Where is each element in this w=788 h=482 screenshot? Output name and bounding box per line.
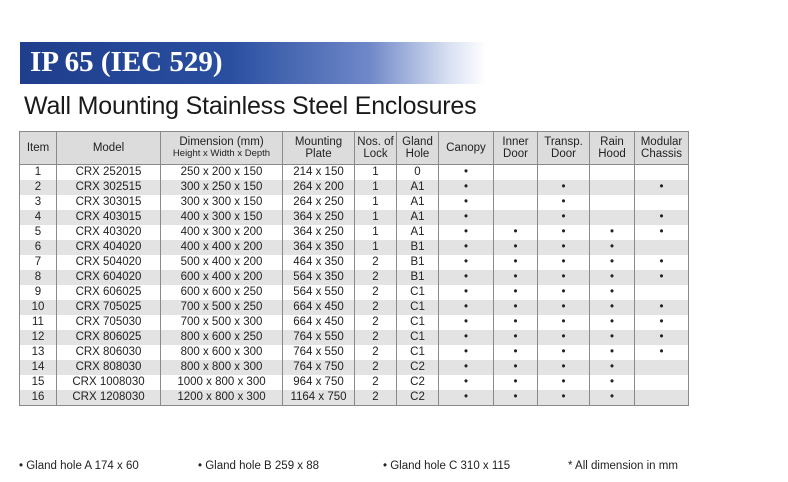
column-header-transp-door [538, 132, 590, 165]
cell-canopy: • [439, 330, 494, 345]
cell-rain-hood: • [590, 240, 635, 255]
cell-item: 6 [20, 240, 57, 255]
cell-modular-chassis [635, 285, 689, 300]
cell-rain-hood: • [590, 315, 635, 330]
cell-modular-chassis: • [635, 180, 689, 195]
cell-inner-door [494, 180, 538, 195]
column-header-dimension [161, 132, 283, 165]
cell-plate: 264 x 250 [283, 195, 355, 210]
cell-plate: 964 x 750 [283, 375, 355, 390]
cell-modular-chassis [635, 390, 689, 406]
cell-plate: 764 x 550 [283, 345, 355, 360]
footnote-dimension: * All dimension in mm [568, 460, 678, 472]
cell-dimension: 300 x 250 x 150 [161, 180, 283, 195]
cell-transp-door: • [538, 300, 590, 315]
cell-dimension: 400 x 400 x 200 [161, 240, 283, 255]
cell-item: 2 [20, 180, 57, 195]
cell-model: CRX 705025 [57, 300, 161, 315]
cell-transp-door: • [538, 255, 590, 270]
cell-plate: 564 x 350 [283, 270, 355, 285]
column-header-sublabel: Hole [405, 148, 430, 160]
cell-item: 16 [20, 390, 57, 406]
column-header-sublabel: Door [503, 148, 528, 160]
table-row [20, 345, 689, 360]
column-header-label: Item [26, 142, 50, 154]
cell-dimension: 300 x 300 x 150 [161, 195, 283, 210]
cell-gland: C2 [397, 390, 439, 406]
cell-locks: 2 [355, 270, 397, 285]
cell-transp-door: • [538, 225, 590, 240]
cell-locks: 1 [355, 195, 397, 210]
cell-plate: 764 x 750 [283, 360, 355, 375]
cell-item: 10 [20, 300, 57, 315]
cell-model: CRX 252015 [57, 165, 161, 181]
cell-dimension: 600 x 400 x 200 [161, 270, 283, 285]
cell-rain-hood: • [590, 225, 635, 240]
table-row [20, 210, 689, 225]
column-header-gland [397, 132, 439, 165]
cell-modular-chassis [635, 360, 689, 375]
cell-gland: B1 [397, 240, 439, 255]
cell-dimension: 1200 x 800 x 300 [161, 390, 283, 406]
table-row [20, 195, 689, 210]
cell-inner-door: • [494, 330, 538, 345]
cell-plate: 664 x 450 [283, 300, 355, 315]
table-row [20, 360, 689, 375]
cell-inner-door: • [494, 375, 538, 390]
column-header-model [57, 132, 161, 165]
cell-transp-door: • [538, 180, 590, 195]
cell-item: 1 [20, 165, 57, 181]
cell-model: CRX 504020 [57, 255, 161, 270]
cell-gland: A1 [397, 180, 439, 195]
cell-plate: 464 x 350 [283, 255, 355, 270]
cell-inner-door: • [494, 225, 538, 240]
cell-model: CRX 303015 [57, 195, 161, 210]
cell-gland: C1 [397, 315, 439, 330]
cell-item: 5 [20, 225, 57, 240]
cell-rain-hood [590, 180, 635, 195]
cell-canopy: • [439, 225, 494, 240]
column-header-sublabel: Chassis [641, 148, 682, 160]
cell-canopy: • [439, 375, 494, 390]
cell-transp-door: • [538, 360, 590, 375]
cell-modular-chassis: • [635, 210, 689, 225]
footnote-gland-c: • Gland hole C 310 x 115 [383, 460, 511, 472]
cell-plate: 564 x 550 [283, 285, 355, 300]
column-header-sublabel: Plate [305, 148, 332, 160]
cell-canopy: • [439, 315, 494, 330]
table-row [20, 285, 689, 300]
column-header-modular-chassis [635, 132, 689, 165]
column-header-sublabel: Lock [363, 148, 388, 160]
cell-rain-hood: • [590, 375, 635, 390]
column-header-label: Modular [640, 136, 683, 148]
enclosure-spec-table [19, 131, 689, 406]
cell-rain-hood [590, 210, 635, 225]
cell-modular-chassis [635, 165, 689, 181]
cell-dimension: 700 x 500 x 250 [161, 300, 283, 315]
cell-locks: 1 [355, 225, 397, 240]
cell-locks: 1 [355, 165, 397, 181]
cell-locks: 2 [355, 330, 397, 345]
cell-inner-door: • [494, 255, 538, 270]
cell-modular-chassis [635, 375, 689, 390]
column-header-sublabel: Height x Width x Depth [172, 148, 271, 159]
cell-transp-door: • [538, 375, 590, 390]
cell-rain-hood: • [590, 270, 635, 285]
cell-transp-door: • [538, 330, 590, 345]
cell-canopy: • [439, 210, 494, 225]
cell-locks: 2 [355, 300, 397, 315]
cell-gland: 0 [397, 165, 439, 181]
cell-gland: C1 [397, 285, 439, 300]
cell-item: 13 [20, 345, 57, 360]
cell-inner-door: • [494, 285, 538, 300]
cell-modular-chassis: • [635, 300, 689, 315]
cell-transp-door: • [538, 240, 590, 255]
cell-rain-hood: • [590, 255, 635, 270]
column-header-inner-door [494, 132, 538, 165]
cell-rain-hood: • [590, 330, 635, 345]
cell-inner-door: • [494, 240, 538, 255]
cell-rain-hood: • [590, 345, 635, 360]
cell-transp-door: • [538, 285, 590, 300]
column-header-label: Canopy [446, 142, 486, 154]
cell-item: 14 [20, 360, 57, 375]
cell-dimension: 400 x 300 x 150 [161, 210, 283, 225]
cell-item: 7 [20, 255, 57, 270]
table-row [20, 270, 689, 285]
cell-rain-hood: • [590, 390, 635, 406]
cell-item: 15 [20, 375, 57, 390]
cell-canopy: • [439, 345, 494, 360]
cell-model: CRX 806030 [57, 345, 161, 360]
table-row [20, 330, 689, 345]
cell-plate: 214 x 150 [283, 165, 355, 181]
column-header-label: Rain [600, 136, 624, 148]
column-header-plate [283, 132, 355, 165]
cell-canopy: • [439, 360, 494, 375]
cell-canopy: • [439, 180, 494, 195]
cell-model: CRX 403015 [57, 210, 161, 225]
table-row [20, 180, 689, 195]
table-row [20, 165, 689, 181]
cell-gland: C1 [397, 345, 439, 360]
column-header-sublabel: Door [551, 148, 576, 160]
cell-plate: 364 x 350 [283, 240, 355, 255]
cell-canopy: • [439, 285, 494, 300]
cell-inner-door [494, 195, 538, 210]
cell-modular-chassis [635, 195, 689, 210]
cell-canopy: • [439, 270, 494, 285]
column-header-canopy [439, 132, 494, 165]
column-header-rain-hood [590, 132, 635, 165]
cell-canopy: • [439, 300, 494, 315]
cell-modular-chassis: • [635, 225, 689, 240]
cell-locks: 2 [355, 375, 397, 390]
cell-model: CRX 302515 [57, 180, 161, 195]
cell-canopy: • [439, 195, 494, 210]
cell-gland: B1 [397, 255, 439, 270]
cell-model: CRX 403020 [57, 225, 161, 240]
cell-modular-chassis: • [635, 315, 689, 330]
cell-dimension: 600 x 600 x 250 [161, 285, 283, 300]
cell-dimension: 500 x 400 x 200 [161, 255, 283, 270]
table-row [20, 375, 689, 390]
cell-plate: 364 x 250 [283, 225, 355, 240]
banner-title: IP 65 (IEC 529) [30, 46, 223, 78]
cell-gland: A1 [397, 225, 439, 240]
cell-locks: 1 [355, 240, 397, 255]
cell-dimension: 250 x 200 x 150 [161, 165, 283, 181]
footnote-gland-a: • Gland hole A 174 x 60 [19, 460, 139, 472]
column-header-locks [355, 132, 397, 165]
cell-locks: 2 [355, 390, 397, 406]
cell-locks: 2 [355, 285, 397, 300]
cell-inner-door: • [494, 360, 538, 375]
column-header-label: Model [92, 142, 125, 154]
table-row [20, 300, 689, 315]
cell-rain-hood: • [590, 300, 635, 315]
column-header-label: Dimension (mm) [179, 136, 264, 148]
cell-dimension: 400 x 300 x 200 [161, 225, 283, 240]
cell-transp-door: • [538, 345, 590, 360]
cell-locks: 1 [355, 180, 397, 195]
cell-transp-door: • [538, 390, 590, 406]
cell-modular-chassis: • [635, 330, 689, 345]
cell-inner-door [494, 210, 538, 225]
cell-gland: C1 [397, 330, 439, 345]
cell-model: CRX 1208030 [57, 390, 161, 406]
cell-plate: 264 x 200 [283, 180, 355, 195]
cell-inner-door: • [494, 270, 538, 285]
page-title: Wall Mounting Stainless Steel Enclosures [24, 92, 477, 120]
cell-model: CRX 1008030 [57, 375, 161, 390]
table-body [20, 165, 689, 406]
cell-transp-door: • [538, 210, 590, 225]
cell-gland: C2 [397, 360, 439, 375]
cell-model: CRX 604020 [57, 270, 161, 285]
cell-inner-door: • [494, 300, 538, 315]
cell-modular-chassis [635, 240, 689, 255]
cell-dimension: 1000 x 800 x 300 [161, 375, 283, 390]
table-row [20, 255, 689, 270]
cell-dimension: 800 x 600 x 250 [161, 330, 283, 345]
cell-gland: C2 [397, 375, 439, 390]
cell-plate: 664 x 450 [283, 315, 355, 330]
cell-transp-door: • [538, 270, 590, 285]
cell-rain-hood [590, 165, 635, 181]
cell-model: CRX 404020 [57, 240, 161, 255]
column-header-item [20, 132, 57, 165]
cell-item: 12 [20, 330, 57, 345]
cell-canopy: • [439, 390, 494, 406]
table-row [20, 240, 689, 255]
cell-inner-door [494, 165, 538, 181]
cell-inner-door: • [494, 345, 538, 360]
cell-rain-hood: • [590, 285, 635, 300]
cell-model: CRX 705030 [57, 315, 161, 330]
cell-locks: 2 [355, 255, 397, 270]
cell-rain-hood: • [590, 360, 635, 375]
cell-item: 4 [20, 210, 57, 225]
ip-rating-banner [20, 42, 486, 84]
cell-dimension: 800 x 800 x 300 [161, 360, 283, 375]
cell-inner-door: • [494, 315, 538, 330]
cell-locks: 2 [355, 345, 397, 360]
column-header-label: Nos. of [357, 136, 394, 148]
cell-gland: B1 [397, 270, 439, 285]
cell-gland: A1 [397, 195, 439, 210]
cell-model: CRX 806025 [57, 330, 161, 345]
cell-canopy: • [439, 240, 494, 255]
cell-model: CRX 606025 [57, 285, 161, 300]
cell-canopy: • [439, 165, 494, 181]
cell-inner-door: • [494, 390, 538, 406]
cell-locks: 2 [355, 315, 397, 330]
column-header-label: Inner [502, 136, 529, 148]
cell-plate: 764 x 550 [283, 330, 355, 345]
cell-dimension: 700 x 500 x 300 [161, 315, 283, 330]
cell-item: 9 [20, 285, 57, 300]
cell-canopy: • [439, 255, 494, 270]
cell-modular-chassis: • [635, 345, 689, 360]
column-header-label: Mounting [294, 136, 343, 148]
table-row [20, 390, 689, 406]
cell-plate: 364 x 250 [283, 210, 355, 225]
cell-plate: 1164 x 750 [283, 390, 355, 406]
footnote-gland-b: • Gland hole B 259 x 88 [198, 460, 320, 472]
column-header-label: Gland [402, 136, 433, 148]
table-row [20, 315, 689, 330]
cell-model: CRX 808030 [57, 360, 161, 375]
cell-modular-chassis: • [635, 270, 689, 285]
cell-gland: A1 [397, 210, 439, 225]
cell-modular-chassis: • [635, 255, 689, 270]
cell-dimension: 800 x 600 x 300 [161, 345, 283, 360]
cell-item: 8 [20, 270, 57, 285]
cell-gland: C1 [397, 300, 439, 315]
column-header-label: Transp. [544, 136, 583, 148]
cell-locks: 1 [355, 210, 397, 225]
column-header-sublabel: Hood [598, 148, 626, 160]
cell-item: 3 [20, 195, 57, 210]
cell-item: 11 [20, 315, 57, 330]
cell-transp-door: • [538, 195, 590, 210]
table-row [20, 225, 689, 240]
cell-locks: 2 [355, 360, 397, 375]
cell-transp-door: • [538, 315, 590, 330]
table-header-row [20, 132, 689, 165]
cell-transp-door [538, 165, 590, 181]
cell-rain-hood [590, 195, 635, 210]
